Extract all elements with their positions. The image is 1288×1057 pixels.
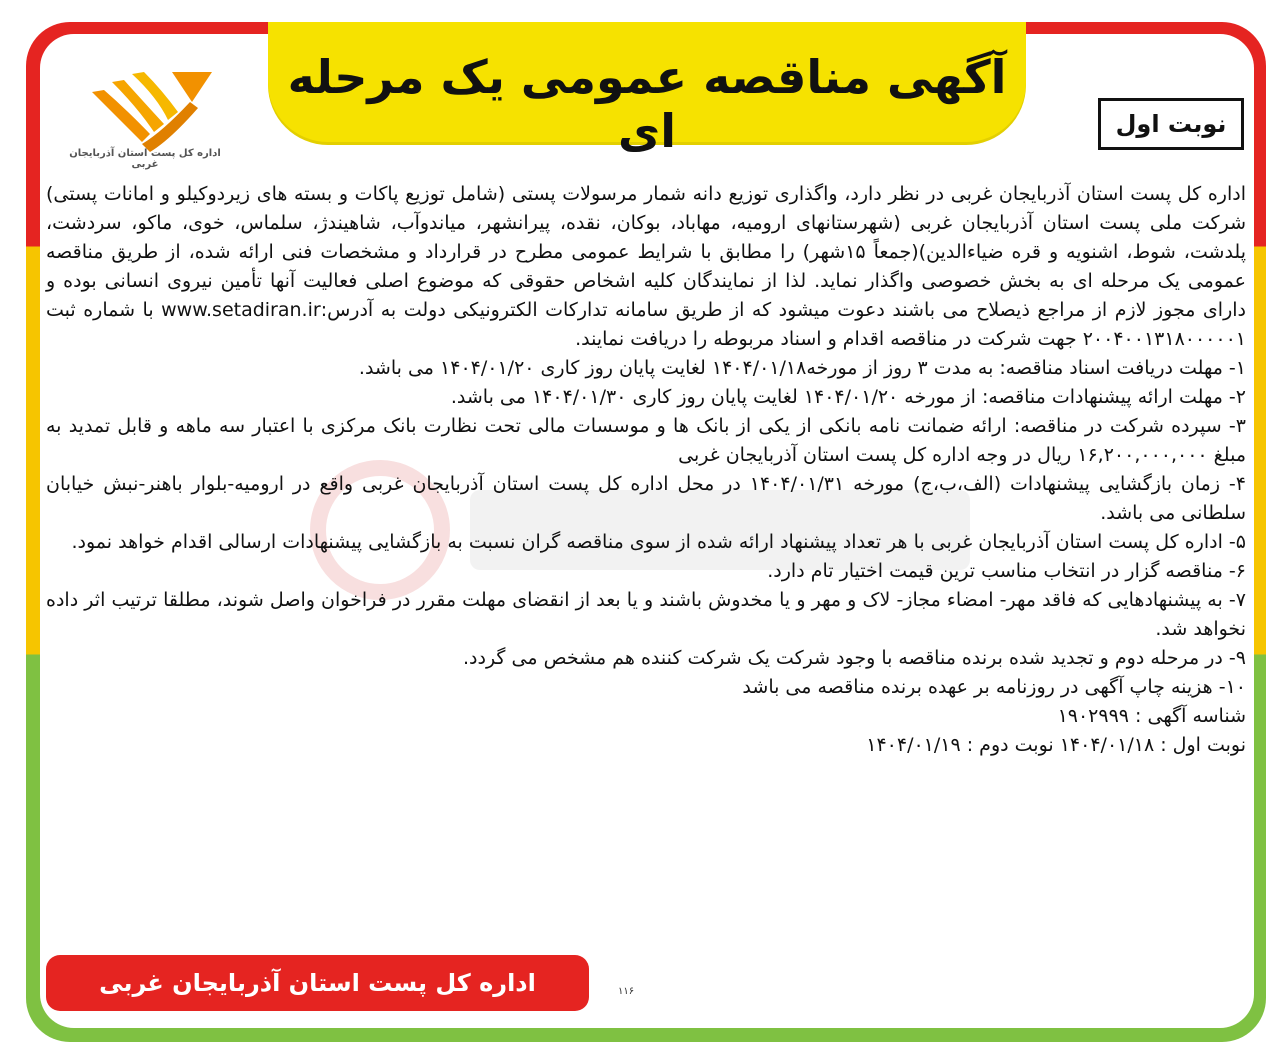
list-item: ۳- سپرده شرکت در مناقصه: ارائه ضمانت نامه بانکی از یکی از بانک ها و موسسات مالی تحت نظارت بانک مرکزی با اعتبار سه ماهه و قابل تمدید به مبلغ ۱۶,۲۰۰,۰۰۰,۰۰۰ ریال در وجه اداره کل پست استان آذربایجان غربی (46, 415, 1246, 466)
ad-id: شناسه آگهی : ۱۹۰۲۹۹۹ (1057, 705, 1246, 727)
list-item: ۹- در مرحله دوم و تجدید شده برنده مناقصه با وجود شرکت یک شرکت کننده هم مشخص می گردد. (462, 647, 1246, 669)
announcement-body (46, 180, 1246, 760)
page-number: ۱۱۶ (618, 986, 635, 997)
page-title: آگهی مناقصه عمومی یک مرحله ای (287, 50, 1007, 158)
list-item: ۵- اداره کل پست استان آذربایجان غربی با هر تعداد پیشنهاد ارائه شده از سوی مناقصه گران نسبت به بازگشایی پیشنهادات ارسالی اقدام خواهد نمود. (71, 531, 1246, 553)
list-item: ۴- زمان بازگشایی پیشنهادات (الف،ب،ج) مورخه ۱۴۰۴/۰۱/۳۱ در محل اداره کل پست استان آذربایجان غربی واقع در ارومیه-بلوار باهنر-نبش خیابان سلطانی می باشد. (46, 473, 1246, 524)
logo-caption: اداره کل پست استان آذربایجان غربی (69, 148, 221, 170)
post-logo-icon (72, 62, 222, 162)
round-badge: نوبت اول (1098, 98, 1244, 150)
list-item: ۱۰- هزینه چاپ آگهی در روزنامه بر عهده برنده مناقصه می باشد (742, 676, 1246, 698)
list-item: ۶- مناقصه گزار در انتخاب مناسب ترین قیمت اختیار تام دارد. (767, 560, 1246, 582)
list-item: ۷- به پیشنهادهایی که فاقد مهر- امضاء مجاز- لاک و مهر و یا مخدوش باشند و یا بعد از انقضای مهلت مقرر در فراخوان واصل شوند، مطلقا ترتیب اثر داده نخواهد شد. (46, 589, 1246, 640)
list-item: ۱- مهلت دریافت اسناد مناقصه: به مدت ۳ روز از مورخه۱۴۰۴/۰۱/۱۸ لغایت پایان روز کاری ۱۴۰۴/۰۱/۲۰ می باشد. (358, 357, 1246, 379)
intro-paragraph: اداره کل پست استان آذربایجان غربی در نظر دارد، واگذاری توزیع دانه شمار مرسولات پستی (شامل توزیع پاکات و بسته های زیردوکیلو و امانات پستی) شرکت ملی پست استان آذربایجان غربی (شهرستانهای ارومیه، مهاباد، بوکان، نقده، پیرانشهر، میاندوآب، شاهیندژ، سلماس، خوی، ماکو، سردشت، پلدشت، شوط، اشنویه و قره ضیاءالدین)(جمعاً ۱۵شهر) را مطابق با شرایط عمومی مطرح در قرارداد و مشخصات فنی ارائه شده، از طریق مناقصه عمومی یک مرحله ای به بخش خصوصی واگذار نماید. لذا از نمایندگان کلیه اشخاص حقوقی که موضوع اصلی فعالیت آنها تأمین نیروی انسانی بوده و دارای مجوز لازم از مراجع ذیصلاح می باشند دعوت میشود که از طریق سامانه تدارکات الکترونیکی دولت به آدرس:www.setadiran.ir با شماره ثبت ۲۰۰۴۰۰۱۳۱۸۰۰۰۰۰۱ جهت شرکت در مناقصه اقدام و اسناد مربوطه را دریافت نمایند. (46, 183, 1246, 350)
publish-dates: نوبت اول : ۱۴۰۴/۰۱/۱۸ نوبت دوم : ۱۴۰۴/۰۱/۱۹ (866, 734, 1246, 756)
footer-organization: اداره کل پست استان آذربایجان غربی (46, 955, 589, 1011)
list-item: ۲- مهلت ارائه پیشنهادات مناقصه: از مورخه ۱۴۰۴/۰۱/۲۰ لغایت پایان روز کاری ۱۴۰۴/۰۱/۳۰ می باشد. (450, 386, 1246, 408)
